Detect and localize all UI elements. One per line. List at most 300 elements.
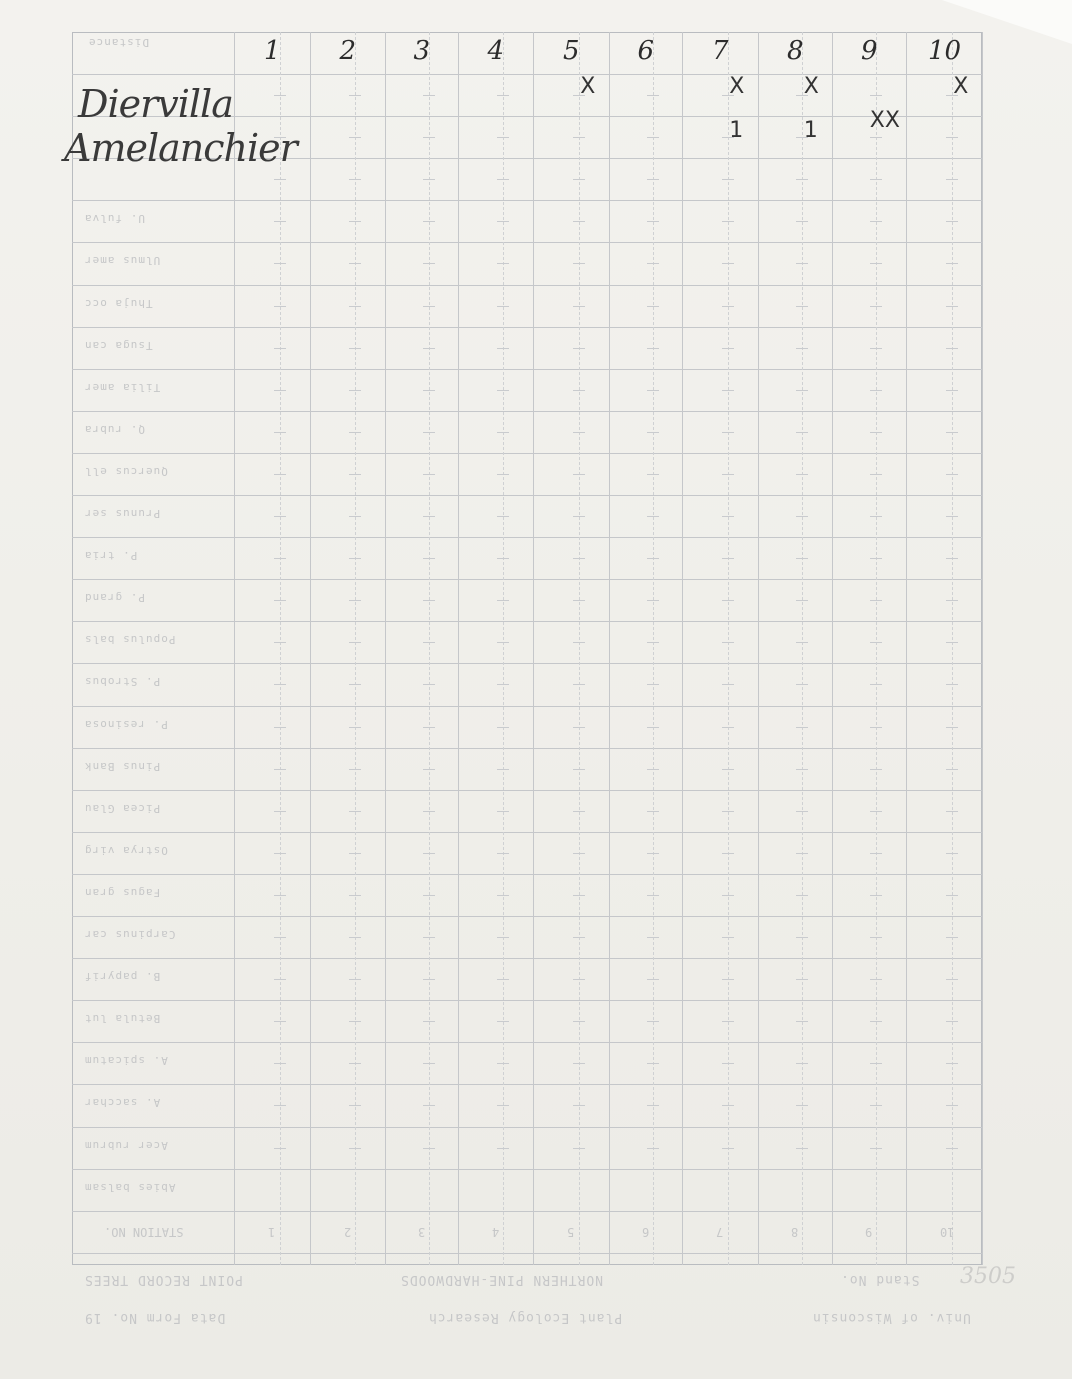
grid-tick bbox=[722, 727, 734, 728]
grid-tick bbox=[647, 895, 659, 896]
station-number: 2 bbox=[343, 1224, 351, 1239]
grid-tick bbox=[870, 516, 882, 517]
species-label: Q. rubra bbox=[84, 422, 145, 436]
grid-tick bbox=[274, 221, 286, 222]
grid-tick bbox=[722, 1063, 734, 1064]
grid-tick bbox=[497, 1105, 509, 1106]
grid-tick bbox=[497, 348, 509, 349]
grid-tick bbox=[497, 684, 509, 685]
grid-row-line bbox=[72, 285, 982, 286]
grid-tick bbox=[946, 221, 958, 222]
grid-tick bbox=[870, 432, 882, 433]
grid-tick bbox=[423, 1105, 435, 1106]
grid-tick bbox=[722, 769, 734, 770]
plant-name: Amelanchier bbox=[64, 126, 297, 170]
grid-tick bbox=[497, 769, 509, 770]
grid-tick bbox=[796, 1148, 808, 1149]
grid-tick bbox=[274, 937, 286, 938]
grid-tick bbox=[274, 474, 286, 475]
grid-tick bbox=[573, 937, 585, 938]
grid-tick bbox=[647, 306, 659, 307]
grid-tick bbox=[423, 306, 435, 307]
grid-tick bbox=[796, 474, 808, 475]
grid-tick bbox=[573, 1021, 585, 1022]
grid-col-dash bbox=[579, 32, 580, 1265]
grid-row-line bbox=[72, 1127, 982, 1128]
grid-tick bbox=[722, 937, 734, 938]
grid-tick bbox=[796, 558, 808, 559]
grid-row-line bbox=[72, 748, 982, 749]
grid-tick bbox=[722, 895, 734, 896]
grid-tick bbox=[274, 558, 286, 559]
grid-tick bbox=[573, 516, 585, 517]
grid-tick bbox=[274, 1148, 286, 1149]
grid-tick bbox=[573, 263, 585, 264]
grid-tick bbox=[722, 179, 734, 180]
stand-number: 3505 bbox=[960, 1264, 1016, 1289]
grid-tick bbox=[349, 684, 361, 685]
grid-tick bbox=[423, 853, 435, 854]
grid-tick bbox=[349, 853, 361, 854]
grid-tick bbox=[497, 558, 509, 559]
tally-mark: X bbox=[953, 74, 969, 99]
column-number: 5 bbox=[563, 36, 580, 66]
tally-mark: X bbox=[803, 74, 819, 99]
column-number: 9 bbox=[861, 36, 878, 66]
grid-tick bbox=[274, 306, 286, 307]
grid-tick bbox=[573, 600, 585, 601]
grid-tick bbox=[946, 642, 958, 643]
form-subtitle: NORTHERN PINE-HARDWOODS bbox=[400, 1272, 604, 1287]
grid-tick bbox=[497, 179, 509, 180]
species-label: Tilia amer bbox=[84, 380, 161, 394]
grid-tick bbox=[796, 769, 808, 770]
grid-tick bbox=[946, 390, 958, 391]
grid-col-dash bbox=[876, 32, 877, 1265]
grid-tick bbox=[423, 558, 435, 559]
grid-tick bbox=[946, 1105, 958, 1106]
grid-tick bbox=[573, 1063, 585, 1064]
grid-tick bbox=[573, 1148, 585, 1149]
grid-tick bbox=[796, 684, 808, 685]
grid-tick bbox=[722, 684, 734, 685]
grid-tick bbox=[946, 474, 958, 475]
grid-tick bbox=[796, 1105, 808, 1106]
grid-tick bbox=[274, 1063, 286, 1064]
grid-tick bbox=[647, 979, 659, 980]
grid-tick bbox=[722, 348, 734, 349]
grid-tick bbox=[796, 811, 808, 812]
grid-tick bbox=[796, 642, 808, 643]
grid-tick bbox=[349, 1021, 361, 1022]
tally-mark: XX bbox=[869, 108, 900, 133]
grid-tick bbox=[349, 600, 361, 601]
grid-tick bbox=[647, 137, 659, 138]
grid-col-line bbox=[533, 32, 534, 1265]
species-label: P. grand bbox=[84, 591, 145, 605]
grid-tick bbox=[497, 306, 509, 307]
grid-tick bbox=[722, 432, 734, 433]
column-number: 6 bbox=[637, 36, 655, 66]
stand-label: Stand No. bbox=[840, 1272, 920, 1287]
grid-row-line bbox=[72, 1042, 982, 1043]
grid-tick bbox=[647, 1063, 659, 1064]
grid-tick bbox=[573, 432, 585, 433]
grid-tick bbox=[946, 684, 958, 685]
grid-tick bbox=[423, 137, 435, 138]
grid-tick bbox=[274, 684, 286, 685]
grid-tick bbox=[573, 895, 585, 896]
grid-tick bbox=[796, 348, 808, 349]
grid-tick bbox=[497, 853, 509, 854]
grid-tick bbox=[870, 1021, 882, 1022]
grid-tick bbox=[423, 179, 435, 180]
grid-tick bbox=[573, 348, 585, 349]
grid-col-line bbox=[832, 32, 833, 1265]
species-label: U. fulva bbox=[84, 212, 145, 226]
grid-row-line bbox=[72, 327, 982, 328]
species-label: Pinus Bank bbox=[84, 759, 161, 773]
record-grid bbox=[72, 32, 982, 1265]
grid-row-line bbox=[72, 874, 982, 875]
grid-tick bbox=[349, 348, 361, 349]
grid-tick bbox=[274, 769, 286, 770]
grid-tick bbox=[423, 221, 435, 222]
species-label: Thuja occ bbox=[84, 296, 153, 310]
grid-tick bbox=[870, 263, 882, 264]
grid-col-line bbox=[906, 32, 907, 1265]
grid-row-line bbox=[72, 242, 982, 243]
station-number: 9 bbox=[865, 1224, 873, 1239]
grid-tick bbox=[722, 642, 734, 643]
species-label: Populus bals bbox=[84, 633, 176, 647]
grid-tick bbox=[573, 853, 585, 854]
grid-tick bbox=[349, 1148, 361, 1149]
grid-tick bbox=[274, 979, 286, 980]
grid-tick bbox=[722, 474, 734, 475]
grid-row-line bbox=[72, 495, 982, 496]
species-label: Tsuga can bbox=[84, 338, 153, 352]
tally-mark: 1 bbox=[729, 118, 744, 143]
grid-tick bbox=[946, 600, 958, 601]
grid-tick bbox=[497, 1148, 509, 1149]
university-label: Univ. of Wisconsin bbox=[812, 1310, 971, 1325]
grid-tick bbox=[722, 1105, 734, 1106]
grid-tick bbox=[647, 95, 659, 96]
grid-tick bbox=[497, 979, 509, 980]
grid-tick bbox=[274, 727, 286, 728]
grid-tick bbox=[497, 937, 509, 938]
tally-mark: 1 bbox=[803, 118, 818, 143]
grid-tick bbox=[722, 390, 734, 391]
species-label: Fagus gran bbox=[84, 885, 161, 899]
grid-tick bbox=[870, 390, 882, 391]
grid-tick bbox=[796, 727, 808, 728]
grid-tick bbox=[796, 1021, 808, 1022]
grid-tick bbox=[573, 811, 585, 812]
grid-tick bbox=[497, 432, 509, 433]
column-number: 4 bbox=[487, 36, 505, 66]
grid-row-line bbox=[72, 74, 982, 75]
column-number: 10 bbox=[928, 36, 962, 66]
grid-tick bbox=[870, 979, 882, 980]
grid-tick bbox=[722, 221, 734, 222]
station-number: 5 bbox=[567, 1224, 575, 1239]
grid-col-dash bbox=[802, 32, 803, 1265]
grid-row-line bbox=[72, 832, 982, 833]
grid-tick bbox=[870, 600, 882, 601]
grid-tick bbox=[796, 895, 808, 896]
grid-tick bbox=[274, 853, 286, 854]
station-number: 10 bbox=[940, 1224, 955, 1239]
grid-tick bbox=[349, 390, 361, 391]
grid-tick bbox=[274, 348, 286, 349]
grid-row-line bbox=[72, 453, 982, 454]
species-label: P. resinosa bbox=[84, 717, 168, 731]
grid-tick bbox=[647, 684, 659, 685]
grid-tick bbox=[497, 390, 509, 391]
grid-tick bbox=[423, 1021, 435, 1022]
grid-col-dash bbox=[653, 32, 654, 1265]
grid-tick bbox=[349, 1105, 361, 1106]
grid-tick bbox=[497, 642, 509, 643]
grid-tick bbox=[349, 95, 361, 96]
grid-tick bbox=[647, 642, 659, 643]
grid-tick bbox=[349, 474, 361, 475]
grid-tick bbox=[573, 642, 585, 643]
plant-name: Diervilla bbox=[78, 82, 233, 126]
grid-tick bbox=[497, 263, 509, 264]
species-label: Ostrya virg bbox=[84, 843, 168, 857]
station-number: 1 bbox=[268, 1224, 276, 1239]
grid-tick bbox=[274, 95, 286, 96]
grid-tick bbox=[870, 474, 882, 475]
grid-tick bbox=[423, 811, 435, 812]
grid-col-line bbox=[310, 32, 311, 1265]
grid-tick bbox=[647, 1105, 659, 1106]
grid-row-line bbox=[72, 916, 982, 917]
grid-tick bbox=[722, 1148, 734, 1149]
grid-tick bbox=[647, 1148, 659, 1149]
grid-row-line bbox=[72, 537, 982, 538]
grid-tick bbox=[647, 516, 659, 517]
grid-row-line bbox=[72, 369, 982, 370]
grid-row-line bbox=[72, 1169, 982, 1170]
species-label: Carpinus car bbox=[84, 928, 176, 941]
grid-tick bbox=[722, 1021, 734, 1022]
species-label: P. Strobus bbox=[84, 675, 161, 689]
grid-col-line bbox=[982, 32, 983, 1265]
station-number: 4 bbox=[491, 1224, 499, 1239]
station-number: 8 bbox=[791, 1224, 799, 1239]
grid-tick bbox=[497, 1021, 509, 1022]
grid-tick bbox=[946, 895, 958, 896]
tally-mark: X bbox=[729, 74, 745, 99]
grid-tick bbox=[870, 558, 882, 559]
grid-tick bbox=[870, 769, 882, 770]
grid-tick bbox=[870, 1105, 882, 1106]
grid-tick bbox=[573, 727, 585, 728]
grid-tick bbox=[274, 516, 286, 517]
grid-tick bbox=[274, 600, 286, 601]
grid-row-line bbox=[72, 1253, 982, 1254]
grid-tick bbox=[349, 937, 361, 938]
grid-tick bbox=[796, 221, 808, 222]
station-number: 7 bbox=[716, 1224, 724, 1239]
grid-tick bbox=[274, 811, 286, 812]
grid-tick bbox=[349, 642, 361, 643]
grid-tick bbox=[870, 179, 882, 180]
grid-tick bbox=[497, 516, 509, 517]
grid-tick bbox=[722, 853, 734, 854]
species-label: Abies balsam bbox=[84, 1180, 176, 1194]
grid-col-dash bbox=[355, 32, 356, 1265]
grid-tick bbox=[796, 516, 808, 517]
grid-tick bbox=[946, 1148, 958, 1149]
grid-tick bbox=[573, 390, 585, 391]
grid-tick bbox=[870, 727, 882, 728]
grid-tick bbox=[946, 853, 958, 854]
grid-tick bbox=[274, 1021, 286, 1022]
grid-col-line bbox=[385, 32, 386, 1265]
grid-tick bbox=[722, 811, 734, 812]
species-label: B. papyrif bbox=[84, 970, 161, 984]
species-label: Quercus ell bbox=[84, 464, 168, 478]
species-label: Picea Glau bbox=[84, 801, 161, 815]
grid-tick bbox=[423, 769, 435, 770]
grid-tick bbox=[573, 684, 585, 685]
grid-tick bbox=[870, 1148, 882, 1149]
grid-tick bbox=[349, 558, 361, 559]
grid-tick bbox=[647, 432, 659, 433]
grid-row-line bbox=[72, 1000, 982, 1001]
station-number: 6 bbox=[641, 1224, 649, 1239]
grid-tick bbox=[573, 558, 585, 559]
grid-tick bbox=[647, 853, 659, 854]
grid-tick bbox=[870, 95, 882, 96]
grid-tick bbox=[497, 811, 509, 812]
form-number: Data Form No. 19 bbox=[84, 1310, 226, 1325]
grid-tick bbox=[722, 306, 734, 307]
grid-tick bbox=[423, 348, 435, 349]
species-label: A. spicatum bbox=[84, 1054, 168, 1068]
grid-tick bbox=[946, 516, 958, 517]
grid-row-line bbox=[72, 706, 982, 707]
grid-tick bbox=[647, 390, 659, 391]
grid-tick bbox=[349, 895, 361, 896]
grid-tick bbox=[870, 221, 882, 222]
grid-tick bbox=[423, 937, 435, 938]
grid-col-line bbox=[682, 32, 683, 1265]
grid-tick bbox=[349, 1063, 361, 1064]
grid-tick bbox=[423, 684, 435, 685]
grid-tick bbox=[647, 179, 659, 180]
grid-tick bbox=[423, 727, 435, 728]
form-title: POINT RECORD TREES bbox=[84, 1272, 243, 1287]
grid-tick bbox=[796, 937, 808, 938]
grid-tick bbox=[946, 811, 958, 812]
grid-tick bbox=[497, 474, 509, 475]
grid-tick bbox=[349, 221, 361, 222]
grid-row-line bbox=[72, 790, 982, 791]
grid-tick bbox=[870, 811, 882, 812]
grid-tick bbox=[349, 769, 361, 770]
grid-tick bbox=[647, 221, 659, 222]
grid-col-dash bbox=[280, 32, 281, 1265]
grid-tick bbox=[870, 937, 882, 938]
grid-row-line bbox=[72, 1084, 982, 1085]
grid-col-dash bbox=[503, 32, 504, 1265]
column-number: 3 bbox=[413, 36, 431, 66]
grid-tick bbox=[946, 1063, 958, 1064]
grid-tick bbox=[349, 306, 361, 307]
grid-tick bbox=[870, 348, 882, 349]
grid-row-line bbox=[72, 1211, 982, 1212]
grid-tick bbox=[870, 306, 882, 307]
grid-tick bbox=[573, 221, 585, 222]
grid-tick bbox=[573, 306, 585, 307]
grid-tick bbox=[423, 642, 435, 643]
grid-tick bbox=[423, 474, 435, 475]
grid-tick bbox=[349, 137, 361, 138]
grid-tick bbox=[870, 137, 882, 138]
grid-tick bbox=[423, 895, 435, 896]
grid-tick bbox=[796, 979, 808, 980]
grid-tick bbox=[274, 432, 286, 433]
species-label: Betula lut bbox=[84, 1012, 161, 1026]
grid-tick bbox=[497, 95, 509, 96]
grid-tick bbox=[796, 263, 808, 264]
grid-tick bbox=[423, 516, 435, 517]
grid-col-dash bbox=[952, 32, 953, 1265]
grid-tick bbox=[796, 179, 808, 180]
species-label: Prunus ser bbox=[84, 507, 161, 520]
grid-tick bbox=[573, 769, 585, 770]
grid-tick bbox=[274, 263, 286, 264]
grid-tick bbox=[573, 137, 585, 138]
grid-tick bbox=[722, 600, 734, 601]
grid-tick bbox=[349, 979, 361, 980]
grid-col-line bbox=[234, 32, 235, 1265]
grid-col-line bbox=[458, 32, 459, 1265]
station-number: 3 bbox=[417, 1224, 425, 1239]
grid-tick bbox=[423, 432, 435, 433]
grid-tick bbox=[722, 516, 734, 517]
grid-tick bbox=[497, 600, 509, 601]
grid-col-line bbox=[609, 32, 610, 1265]
grid-tick bbox=[946, 979, 958, 980]
grid-tick bbox=[423, 1063, 435, 1064]
grid-tick bbox=[423, 979, 435, 980]
grid-tick bbox=[946, 558, 958, 559]
grid-tick bbox=[870, 853, 882, 854]
grid-col-line bbox=[758, 32, 759, 1265]
grid-tick bbox=[349, 727, 361, 728]
grid-tick bbox=[274, 895, 286, 896]
grid-tick bbox=[870, 1063, 882, 1064]
grid-tick bbox=[722, 979, 734, 980]
grid-tick bbox=[647, 474, 659, 475]
grid-tick bbox=[796, 432, 808, 433]
species-label: Acer rubrum bbox=[84, 1138, 168, 1152]
grid-tick bbox=[946, 263, 958, 264]
grid-tick bbox=[573, 1105, 585, 1106]
grid-tick bbox=[946, 179, 958, 180]
grid-tick bbox=[796, 1063, 808, 1064]
grid-tick bbox=[870, 642, 882, 643]
grid-tick bbox=[647, 811, 659, 812]
grid-tick bbox=[497, 895, 509, 896]
